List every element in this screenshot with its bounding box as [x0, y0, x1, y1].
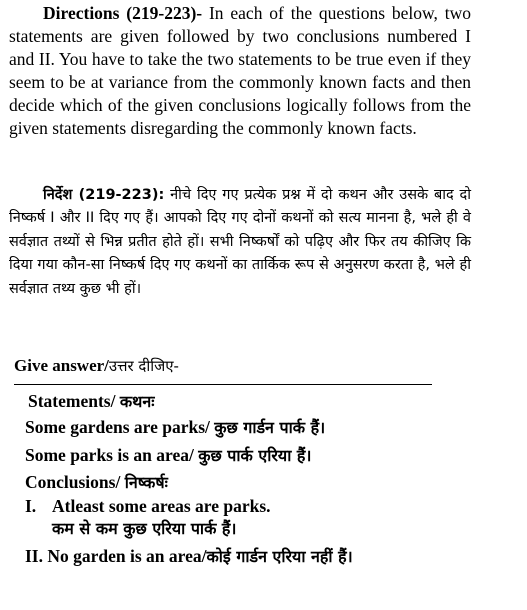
conclusion-1-english: Atleast some areas are parks.	[52, 496, 271, 516]
statements-heading-hindi: कथनः	[119, 392, 155, 411]
directions-english	[9, 2, 471, 140]
conclusion-1	[25, 496, 271, 517]
statements-heading-english: Statements/	[28, 391, 120, 411]
give-answer-english: Give answer/	[14, 356, 109, 375]
conclusion-2-english: No garden is an area/	[47, 546, 207, 566]
conclusion-1-hindi: कम से कम कुछ एरिया पार्क हैं।	[52, 519, 237, 538]
conclusion-2-number: II.	[25, 546, 43, 566]
directions-hindi	[9, 184, 471, 301]
give-answer-hindi: उत्तर दीजिए-	[108, 357, 179, 375]
directions-english-text: In each of the questions below, two statements are given followed by two conclusions numbered I and II. You have to take the two statements to be true even if they seem to be at variance from the commonly known facts and then decide which of the given conclusions logically follows from the given statements disregarding the commonly known facts.	[9, 3, 471, 138]
statement-2-hindi: कुछ पार्क एरिया हैं।	[198, 446, 312, 465]
statement-1-english: Some gardens are parks/	[25, 417, 215, 437]
directions-hindi-label: निर्देश (219-223):	[43, 187, 165, 203]
conclusions-heading-hindi: निष्कर्षः	[124, 473, 168, 492]
directions-hindi-text: नीचे दिए गए प्रत्येक प्रश्न में दो कथन और उसके बाद दो निष्कर्ष I और II दिए गए हैं। आपको दिए गए दोनों कथनों को सत्य मानना है, भले ही वे सर्वज्ञात तथ्यों से भिन्न प्रतीत होते हों। सभी निष्कर्षों को पढ़िए और फिर तय कीजिए कि दिया गया कौन-सा निष्कर्ष दिए गए कथनों का तार्किक रूप से अनुसरण करता है, भले ही सर्वज्ञात तथ्य कुछ भी हों।	[9, 187, 472, 297]
give-answer-heading	[14, 356, 179, 376]
statement-1	[25, 416, 325, 438]
statements-heading	[28, 390, 154, 412]
conclusion-1-number: I.	[25, 496, 37, 516]
conclusion-2-hindi: कोई गार्डन एरिया नहीं हैं।	[206, 547, 353, 566]
statement-2	[25, 444, 312, 466]
statement-1-hindi: कुछ गार्डन पार्क हैं।	[214, 418, 326, 437]
conclusion-2	[25, 545, 353, 567]
statement-2-english: Some parks is an area/	[25, 445, 199, 465]
conclusion-1-hindi-line	[52, 517, 237, 539]
directions-english-label: Directions (219-223)-	[43, 3, 203, 23]
conclusions-heading-english: Conclusions/	[25, 472, 125, 492]
conclusions-heading	[25, 471, 168, 493]
divider-line	[14, 384, 432, 385]
